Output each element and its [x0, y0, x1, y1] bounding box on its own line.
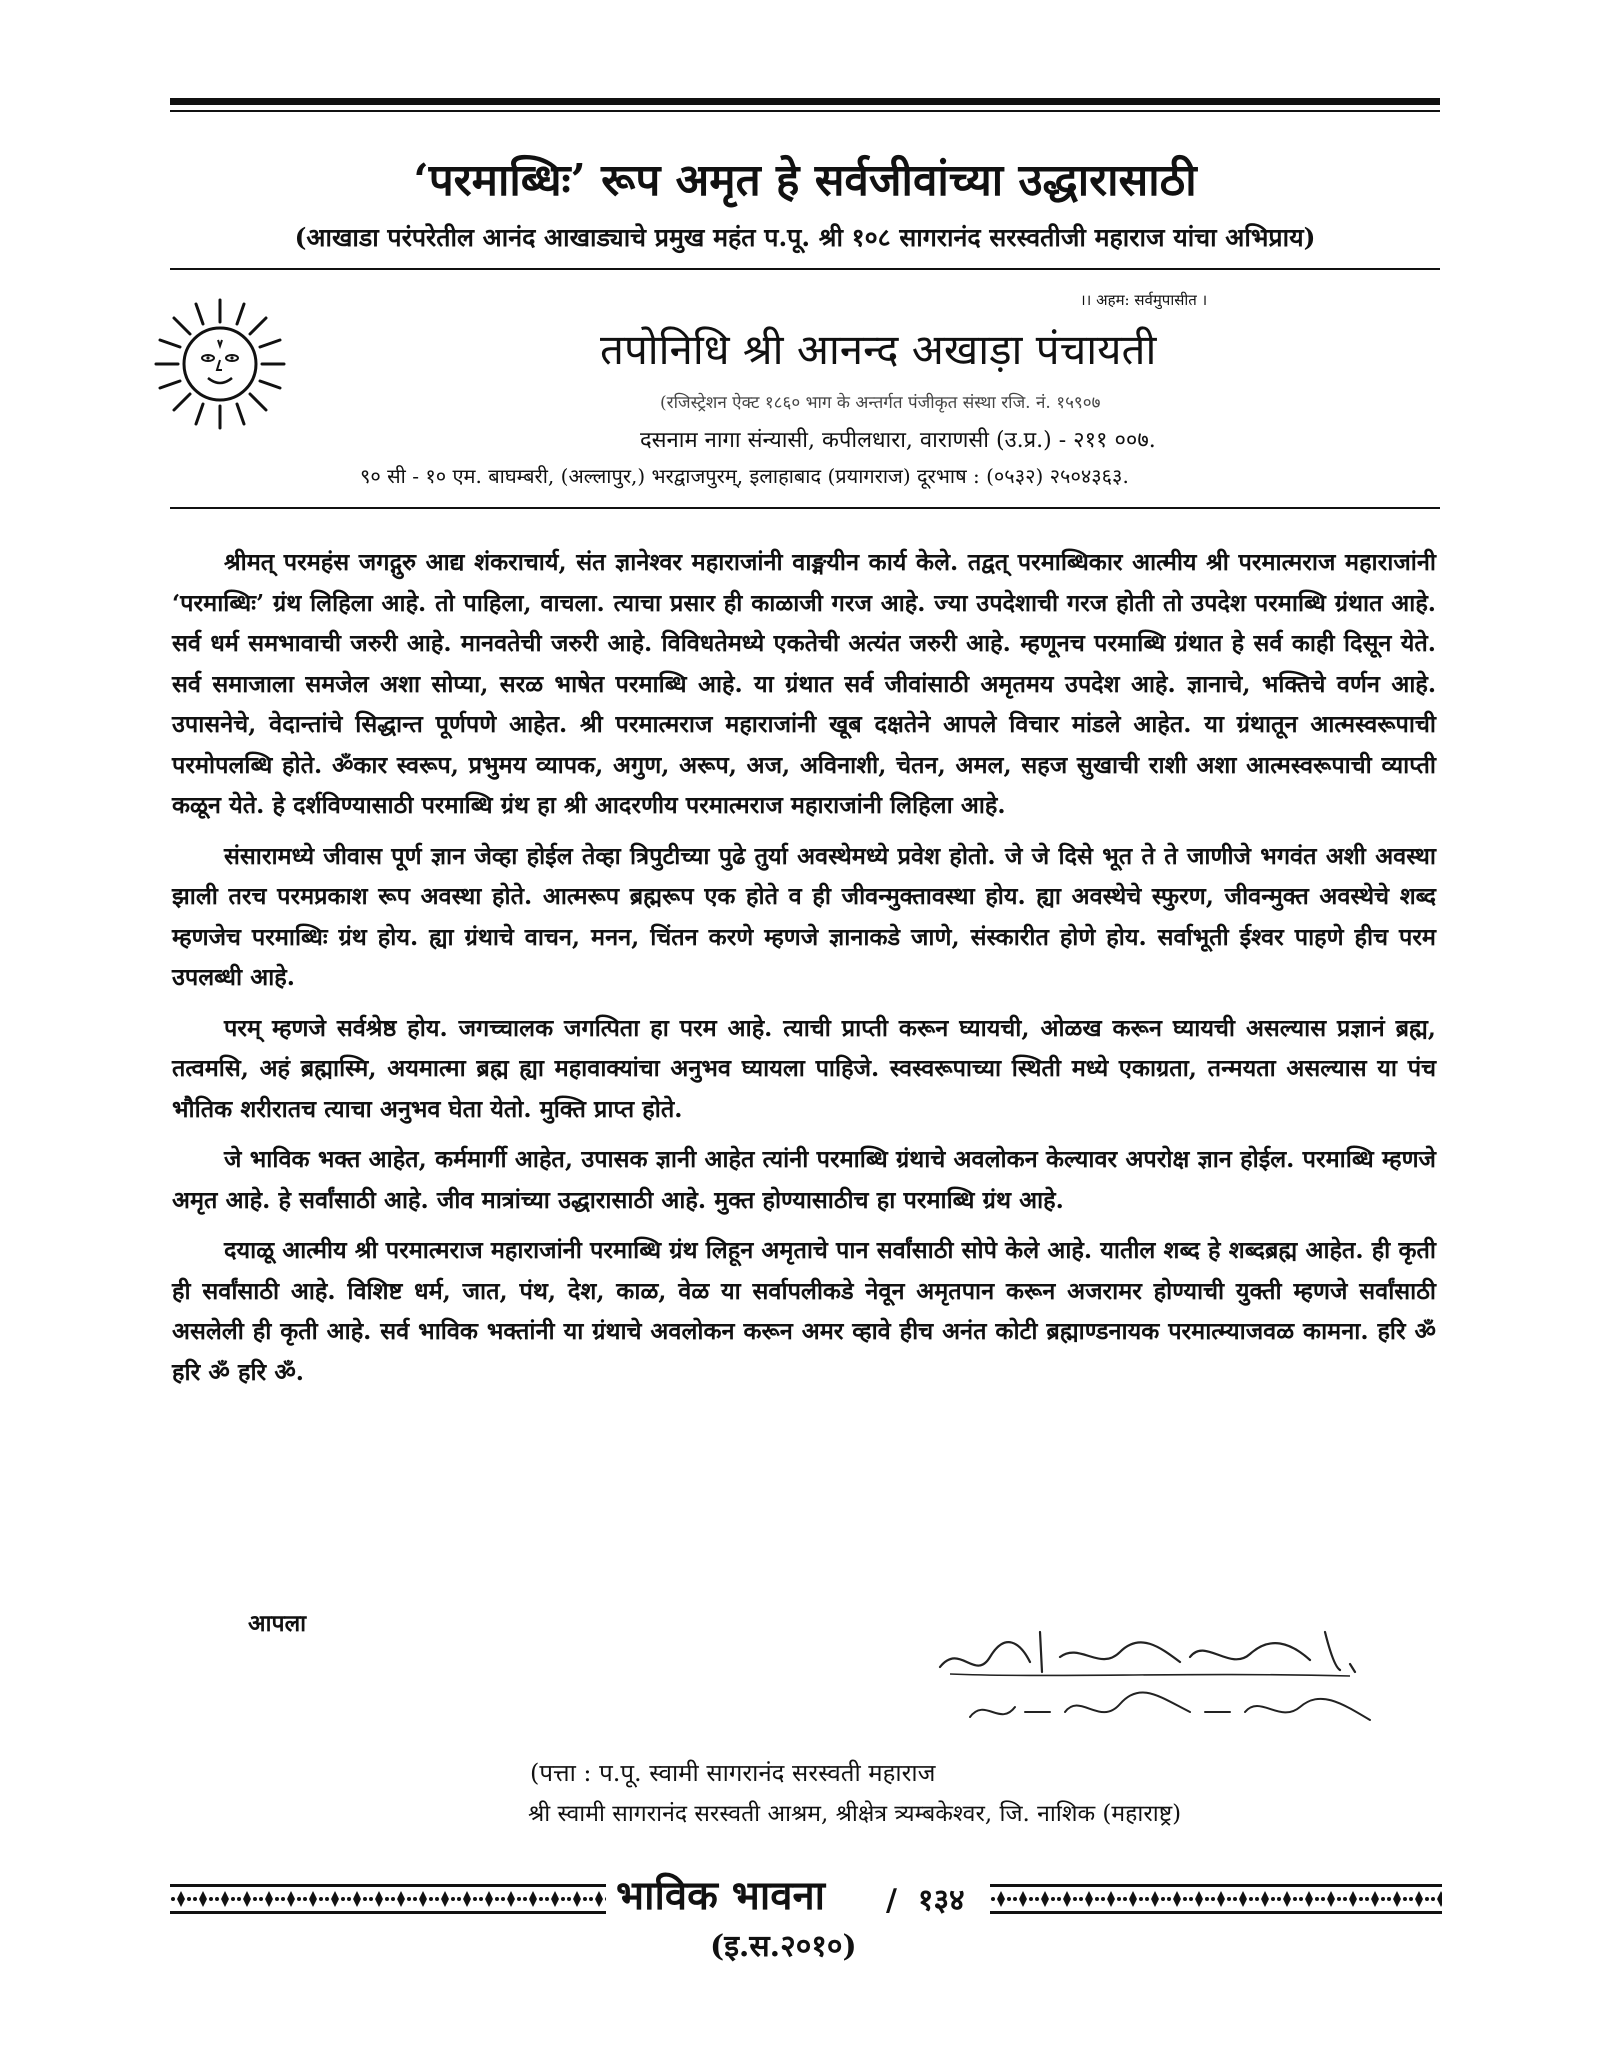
- page-number-value: १३४: [917, 1883, 965, 1918]
- top-rule: [170, 98, 1440, 105]
- page-subtitle: (आखाडा परंपरेतील आनंद आखाड्याचे प्रमुख महंत प.पू. श्री १०८ सागरानंद सरस्वतीजी महाराज यांचा अभिप्राय): [294, 223, 1316, 252]
- letter-body: [172, 542, 1436, 1402]
- body-paragraph: परम् म्हणजे सर्वश्रेष्ठ होय. जगच्चालक जगत्पिता हा परम आहे. त्याची प्राप्ती करून घ्यायची, ओळख करून घ्यायची असल्यास प्रज्ञानं ब्रह्म, तत्वमसि, अहं ब्रह्मास्मि, अयमात्मा ब्रह्म ह्या महावाक्यांचा अनुभव घ्यायला पाहिजे. स्वस्वरूपाच्या स्थिती मध्ये एकाग्रता, तन्मयता असल्यास या पंच भौतिक शरीरातच त्याचा अनुभव घेता येतो. मुक्ति प्राप्त होते.: [172, 1013, 1436, 1123]
- page-separator: /: [886, 1883, 897, 1918]
- contact-line1: (पत्ता : प.पू. स्वामी सागरानंद सरस्वती महाराज: [530, 1759, 936, 1787]
- header-divider: [170, 268, 1440, 270]
- body-paragraph: श्रीमत् परमहंस जगद्गुरु आद्य शंकराचार्य, संत ज्ञानेश्वर महाराजांनी वाङ्मयीन कार्य केले. तद्वत् परमाब्धिकार आत्मीय श्री परमात्मराज महाराजांनी ‘परमाब्धिः’ ग्रंथ लिहिला आहे. तो पाहिला, वाचला. त्याचा प्रसार ही काळाजी गरज आहे. ज्या उपदेशाची गरज होती तो उपदेश परमाब्धि ग्रंथात आहे. सर्व धर्म समभावाची जरुरी आहे. मानवतेची जरुरी आहे. विविधतेमध्ये एकतेची अत्यंत जरुरी आहे. म्हणूनच परमाब्धि ग्रंथात हे सर्व काही दिसून येते. सर्व समाजाला समजेल अशा सोप्या, सरळ भाषेत परमाब्धि आहे. या ग्रंथात सर्व जीवांसाठी अमृतमय उपदेश आहे. ज्ञानाचे, भक्तिचे वर्णन आहे. उपासनेचे, वेदान्तांचे सिद्धान्त पूर्णपणे आहेत. श्री परमात्मराज महाराजांनी खूब दक्षतेने आपले विचार मांडले आहेत. या ग्रंथातून आत्मस्वरूपाची परमोपलब्धि होते. ॐकार स्वरूप, प्रभुमय व्यापक, अगुण, अरूप, अज, अविनाशी, चेतन, अमल, सहज सुखाची राशी अशा आत्मस्वरूपाची व्याप्ती कळून येते. हे दर्शविण्यासाठी परमाब्धि ग्रंथ हा श्री आदरणीय परमात्मराज महाराजांनी लिहिला आहे.: [172, 548, 1436, 819]
- letterhead-address-line1: दसनाम नागा संन्यासी, कपीलधारा, वाराणसी (उ.प्र.) - २११ ००७.: [640, 428, 1156, 453]
- closing-salutation: आपला: [248, 1610, 307, 1637]
- letterhead-motto: ।। अहम: सर्वमुपासीत ।: [1080, 291, 1208, 309]
- top-rule-thin: [170, 110, 1440, 112]
- body-paragraph: दयाळू आत्मीय श्री परमात्मराज महाराजांनी परमाब्धि ग्रंथ लिहून अमृताचे पान सर्वांसाठी सोपे केले आहे. यातील शब्द हे शब्दब्रह्म आहेत. ही कृती ही सर्वांसाठी आहे. विशिष्ट धर्म, जात, पंथ, देश, काळ, वेळ या सर्वापलीकडे नेवून अमृतपान करून अजरामर होण्याची युक्ती म्हणजे सर्वांसाठी असलेली ही कृती आहे. सर्व भाविक भक्तांनी या ग्रंथाचे अवलोकन करून अमर व्हावे हीच अनंत कोटी ब्रह्माण्डनायक परमात्म्याजवळ कामना. हरि ॐ हरि ॐ हरि ॐ.: [172, 1236, 1436, 1386]
- sun-face-icon: [152, 296, 288, 432]
- letterhead-address-line2: ९० सी - १० एम. बाघम्बरी, (अल्लापुर,) भरद्वाजपुरम्, इलाहाबाद (प्रयागराज) दूरभाष : (०५३२) २५०४३६३.: [360, 464, 1129, 488]
- decorative-border-right: [990, 1884, 1442, 1914]
- handwritten-signature: [930, 1612, 1410, 1752]
- organization-name: तपोनिधि श्री आनन्द अखाड़ा पंचायती: [600, 325, 1157, 374]
- contact-line2: श्री स्वामी सागरानंद सरस्वती आश्रम, श्रीक्षेत्र त्र्यम्बकेश्वर, जि. नाशिक (महाराष्ट्र): [528, 1801, 1182, 1827]
- publication-year: (इ.स.२०१०): [710, 1929, 857, 1964]
- body-paragraph: संसारामध्ये जीवास पूर्ण ज्ञान जेव्हा होईल तेव्हा त्रिपुटीच्या पुढे तुर्या अवस्थेमध्ये प्रवेश होतो. जे जे दिसे भूत ते ते जाणीजे भगवंत अशी अवस्था झाली तरच परमप्रकाश रूप अवस्था होते. आत्मरूप ब्रह्मरूप एक होते व ही जीवन्मुक्तावस्था होय. ह्या अवस्थेचे स्फुरण, जीवन्मुक्त अवस्थेचे शब्द म्हणजेच परमाब्धिः ग्रंथ होय. ह्या ग्रंथाचे वाचन, मनन, चिंतन करणे म्हणजे ज्ञानाकडे जाणे, संस्कारीत होणे होय. सर्वाभूती ईश्वर पाहणे हीच परम उपलब्धी आहे.: [172, 841, 1436, 991]
- body-paragraph: जे भाविक भक्त आहेत, कर्ममार्गी आहेत, उपासक ज्ञानी आहेत त्यांनी परमाब्धि ग्रंथाचे अवलोकन केल्यावर अपरोक्ष ज्ञान होईल. परमाब्धि म्हणजे अमृत आहे. हे सर्वांसाठी आहे. जीव मात्रांच्या उद्धारासाठी आहे. मुक्त होण्यासाठीच हा परमाब्धि ग्रंथ आहे.: [172, 1145, 1436, 1214]
- page-number: [886, 1878, 965, 1919]
- decorative-border-left: [170, 1884, 606, 1914]
- registration-line: (रजिस्ट्रेशन ऐक्ट १८६० भाग के अन्तर्गत पंजीकृत संस्था रजि. नं. १५९०७: [660, 393, 1101, 413]
- publication-name: भाविक भावना: [616, 1872, 826, 1919]
- letterhead-divider: [170, 507, 1440, 509]
- page-title: ‘परमाब्धिः’ रूप अमृत हे सर्वजीवांच्या उद्धारासाठी: [413, 155, 1197, 206]
